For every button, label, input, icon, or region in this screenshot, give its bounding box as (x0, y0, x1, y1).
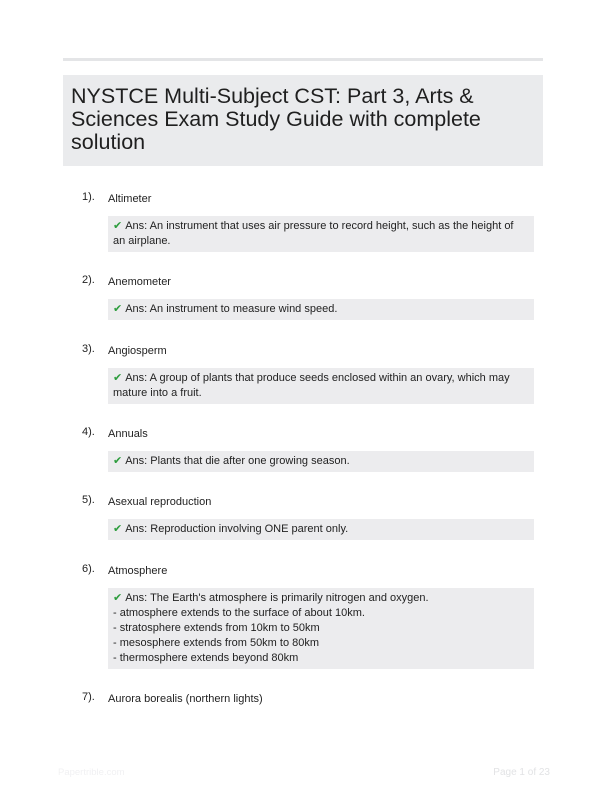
answer-line: - atmosphere extends to the surface of about 10km. (113, 607, 365, 619)
question-number: 1). (82, 191, 95, 203)
question-term: Aurora borealis (northern lights) (108, 693, 263, 705)
question-term: Asexual reproduction (108, 496, 212, 508)
question-number: 5). (82, 494, 95, 506)
answer-text: Ans: Reproduction involving ONE parent only. (125, 523, 349, 535)
question-number: 4). (82, 426, 95, 438)
answer-box (108, 216, 534, 252)
title-banner (63, 75, 543, 166)
top-divider (63, 58, 543, 61)
checkmark-icon: ✔ (113, 455, 123, 467)
answer-line: - stratosphere extends from 10km to 50km (113, 622, 320, 634)
checkmark-icon: ✔ (113, 592, 123, 604)
answer-line: - mesosphere extends from 50km to 80km (113, 637, 320, 649)
answer-text: Ans: The Earth's atmosphere is primarily nitrogen and oxygen. (125, 592, 429, 604)
answer-line: - thermosphere extends beyond 80km (113, 652, 299, 664)
question-number: 2). (82, 274, 95, 286)
answer-box (108, 588, 534, 669)
answer-text: Ans: An instrument to measure wind speed. (125, 303, 338, 315)
answer-text: Ans: A group of plants that produce seeds enclosed within an ovary, which may mature into a fruit. (113, 372, 510, 399)
answer-text: Ans: An instrument that uses air pressure to record height, such as the height of an airplane. (113, 220, 514, 247)
question-number: 3). (82, 343, 95, 355)
footer-watermark: Papertrible.com (58, 767, 125, 778)
checkmark-icon: ✔ (113, 372, 123, 384)
question-term: Angiosperm (108, 345, 167, 357)
answer-box (108, 519, 534, 540)
question-term: Annuals (108, 428, 148, 440)
answer-line (113, 591, 528, 606)
answer-text: Ans: Plants that die after one growing season. (125, 455, 350, 467)
page-indicator: Page 1 of 23 (493, 767, 550, 778)
checkmark-icon: ✔ (113, 303, 123, 315)
question-term: Altimeter (108, 193, 152, 205)
answer-box (108, 299, 534, 320)
checkmark-icon: ✔ (113, 523, 123, 535)
answer-box (108, 451, 534, 472)
document-title: NYSTCE Multi-Subject CST: Part 3, Arts & Sciences Exam Study Guide with complete solution (71, 84, 481, 154)
question-term: Anemometer (108, 276, 171, 288)
checkmark-icon: ✔ (113, 220, 123, 232)
question-number: 7). (82, 691, 95, 703)
question-term: Atmosphere (108, 565, 168, 577)
question-number: 6). (82, 563, 95, 575)
answer-box (108, 368, 534, 404)
